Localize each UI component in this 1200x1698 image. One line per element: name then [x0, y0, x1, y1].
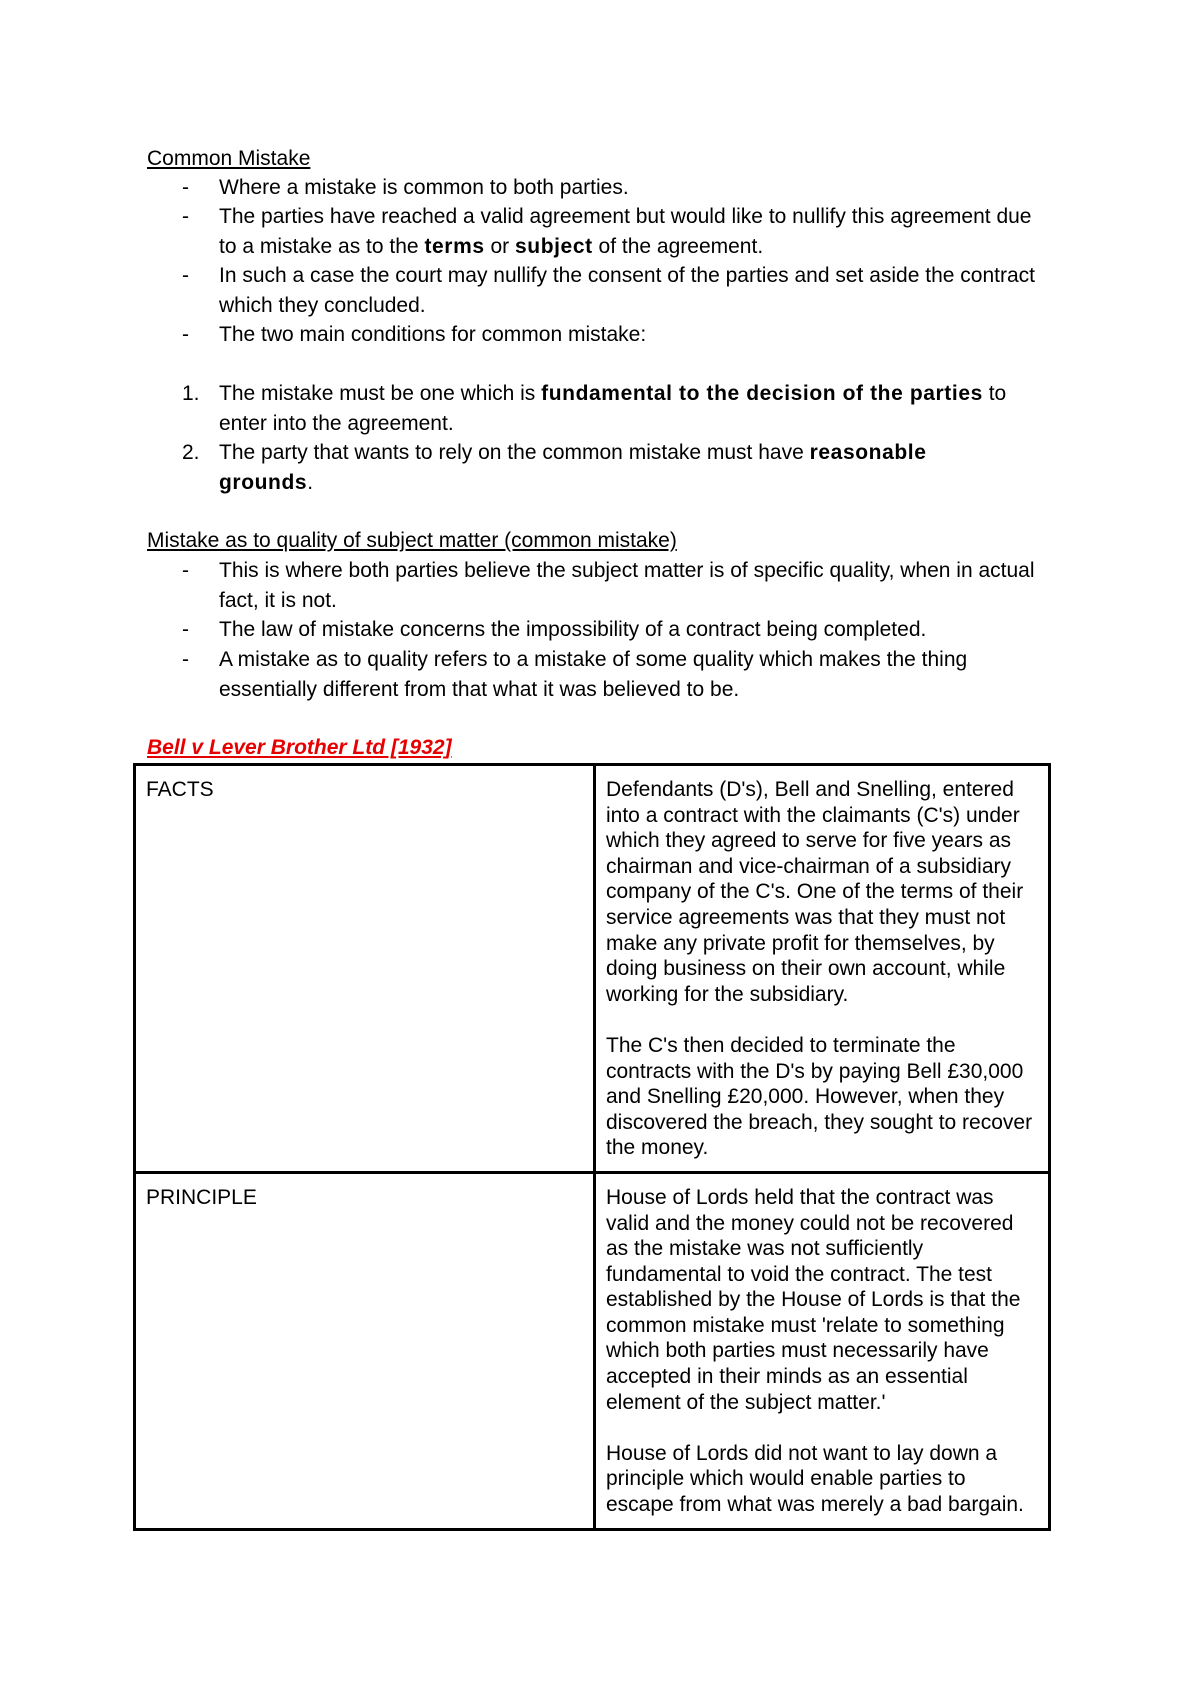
bullet-marker: -: [182, 323, 189, 346]
facts-paragraph: The C's then decided to terminate the contracts with the D's by paying Bell £30,000 and Snelling £20,000. However, when they discovered the breach, they sought to recover the money.: [606, 1033, 1033, 1160]
text-run: to enter into the agreement.: [219, 382, 1007, 435]
principle-paragraph: House of Lords did not want to lay down a principle which would enable parties to escape from what was merely a bad bargain.: [606, 1441, 1024, 1517]
principle-label-cell: PRINCIPLE: [135, 1172, 595, 1529]
bullet-text: The law of mistake concerns the impossibility of a contract being completed.: [219, 618, 927, 641]
facts-paragraph: Defendants (D's), Bell and Snelling, entered into a contract with the claimants (C's) under which they agreed to serve for five years as chairman and vice-chairman of a subsidiary company of the C's. One of the terms of their service agreements was that they must not make any private profit for themselves, by doing business on their own account, while working for the subsidiary.: [606, 778, 1024, 1006]
condition-text: [219, 379, 1049, 438]
bold-phrase: fundamental to the decision of the parties: [541, 382, 983, 405]
bullet-text: The two main conditions for common mistake:: [219, 323, 647, 346]
bullet-marker: -: [182, 176, 189, 199]
table-row-facts: [135, 765, 1050, 1173]
bold-phrase: reasonable grounds: [219, 441, 927, 494]
bullet-text: [219, 202, 1049, 261]
text-run: .: [307, 470, 314, 494]
case-title: Bell v Lever Brother Ltd [1932]: [147, 736, 452, 759]
facts-content-cell: [595, 765, 1050, 1173]
bullet-text: Where a mistake is common to both parties.: [219, 176, 629, 199]
text-run: of the agreement.: [592, 234, 764, 258]
text-run: The parties have reached a valid agreement but would like to nullify this agreement due to a mistake as to the: [219, 205, 1032, 258]
common-mistake-heading: Common Mistake: [147, 147, 311, 170]
principle-content-cell: [595, 1172, 1050, 1529]
text-run: The mistake must be one which is: [219, 382, 542, 405]
text-run: The party that wants to rely on the common mistake must have: [219, 441, 810, 464]
bullet-text: A mistake as to quality refers to a mistake of some quality which makes the thing essentially different from that what it was believed to be.: [219, 648, 968, 701]
quality-mistake-heading: Mistake as to quality of subject matter (common mistake): [147, 529, 677, 552]
text-run: or: [484, 234, 515, 258]
bullet-text: In such a case the court may nullify the consent of the parties and set aside the contract which they concluded.: [219, 264, 1035, 317]
bold-term-terms: terms: [424, 234, 485, 258]
principle-paragraph: House of Lords held that the contract was valid and the money could not be recovered as the mistake was not sufficiently fundamental to void the contract. The test established by the House of Lords is that the common mistake must 'relate to something which both parties must necessarily have accepted in their minds as an essential element of the subject matter.': [606, 1185, 1021, 1414]
bullet-marker: -: [182, 648, 189, 671]
bullet-marker: -: [182, 559, 189, 582]
table-row-principle: [135, 1172, 1050, 1529]
number-marker: 1.: [182, 382, 200, 405]
bullet-marker: -: [182, 618, 189, 641]
bullet-marker: -: [182, 264, 189, 287]
facts-label-cell: FACTS: [135, 765, 595, 1173]
bullet-marker: -: [182, 205, 189, 228]
number-marker: 2.: [182, 441, 200, 464]
bold-term-subject: subject: [514, 234, 593, 258]
bullet-text: This is where both parties believe the subject matter is of specific quality, when in actual fact, it is not.: [219, 559, 1035, 612]
condition-text: [219, 438, 979, 497]
case-table: [133, 763, 1051, 1531]
